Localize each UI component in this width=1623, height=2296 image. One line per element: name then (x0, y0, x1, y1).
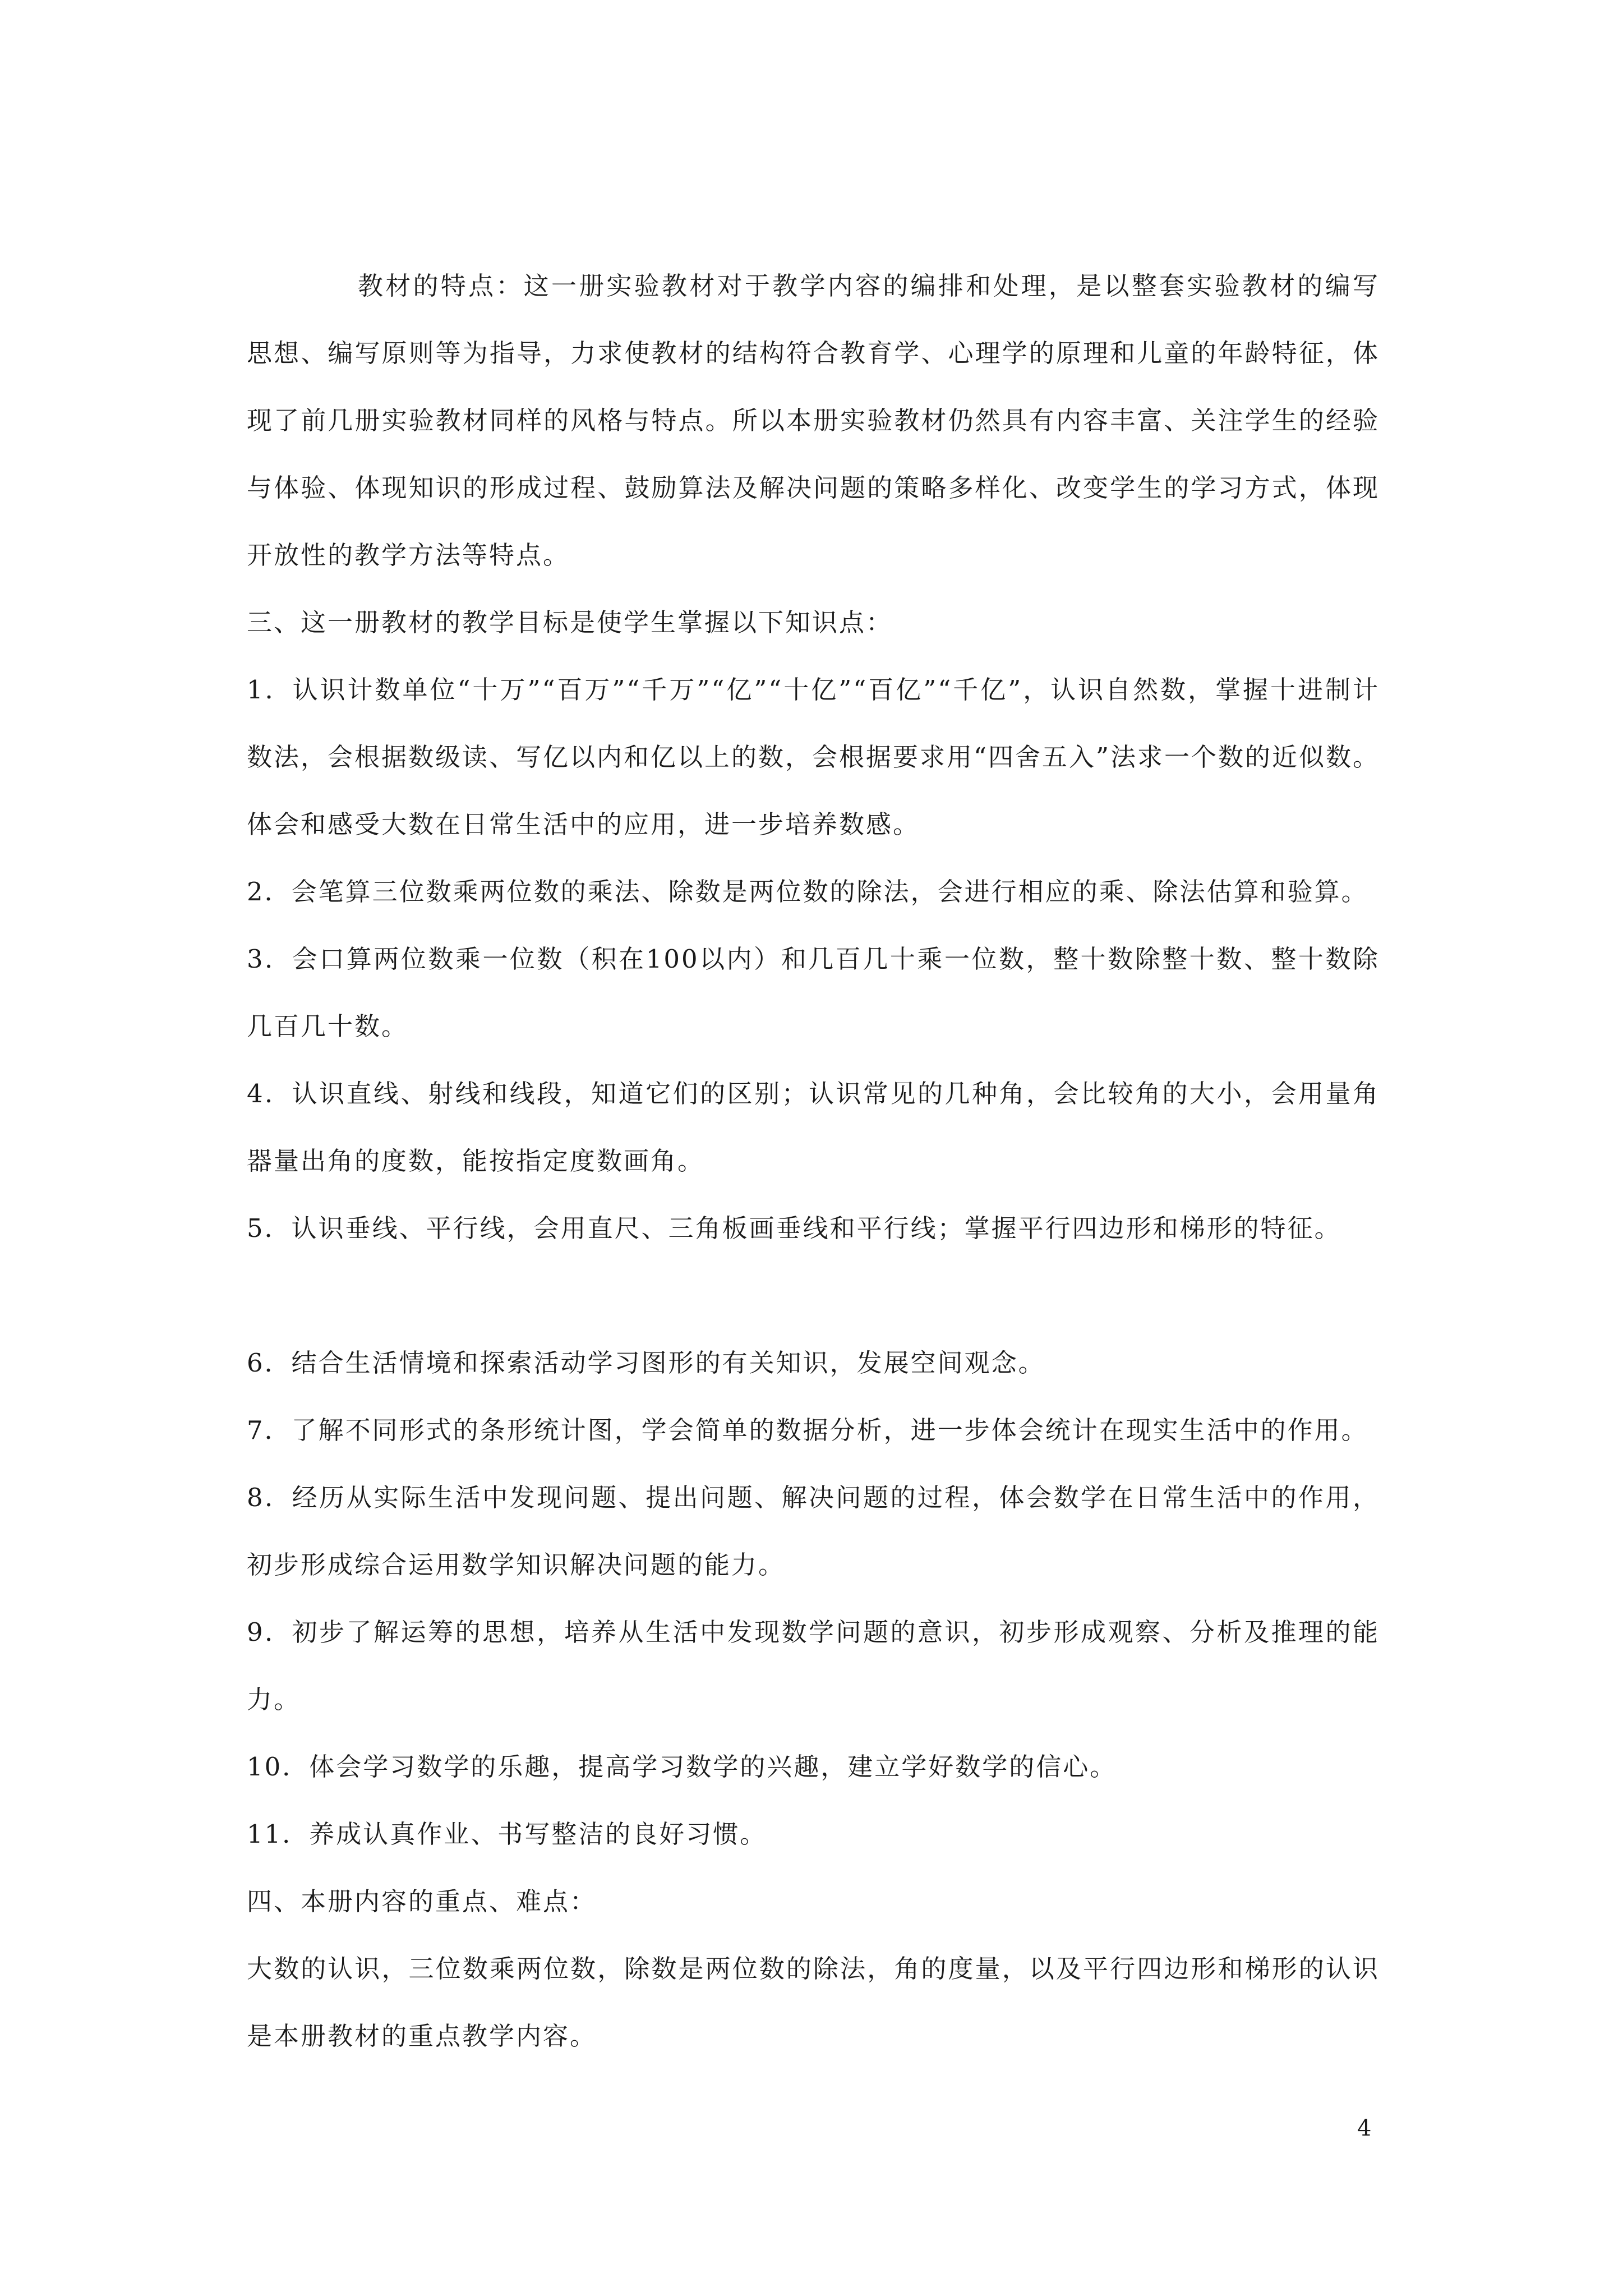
list-item-goal-1: 1．认识计数单位“十万”“百万”“千万”“亿”“十亿”“百亿”“千亿”，认识自然数，掌握十进制计数法，会根据数级读、写亿以内和亿以上的数，会根据要求用“四舍五入”法求一个数的近似数。体会和感受大数在日常生活中的应用，进一步培养数感。 (247, 675, 1380, 839)
list-item-goal-9: 9．初步了解运筹的思想，培养从生活中发现数学问题的意识，初步形成观察、分析及推理的能力。 (247, 1617, 1380, 1714)
list-item-goal-6: 6．结合生活情境和探索活动学习图形的有关知识，发展空间观念。 (247, 1348, 1045, 1378)
list-item-goal-4: 4．认识直线、射线和线段，知道它们的区别；认识常见的几种角，会比较角的大小，会用量角器量出角的度数，能按指定度数画角。 (247, 1079, 1380, 1176)
page-number: 4 (1357, 2115, 1372, 2141)
list-item-goal-5: 5．认识垂线、平行线，会用直尺、三角板画垂线和平行线；掌握平行四边形和梯形的特征。 (247, 1213, 1341, 1243)
heading-teaching-goals: 三、这一册教材的教学目标是使学生掌握以下知识点： (247, 608, 893, 637)
paragraph-key-points: 大数的认识，三位数乘两位数，除数是两位数的除法，角的度量，以及平行四边形和梯形的认识是本册教材的重点教学内容。 (247, 1954, 1380, 2051)
list-item-goal-7: 7．了解不同形式的条形统计图，学会简单的数据分析，进一步体会统计在现实生活中的作用。 (247, 1415, 1368, 1445)
document-body (247, 252, 1380, 2070)
heading-key-points: 四、本册内容的重点、难点： (247, 1887, 597, 1916)
blank-line (247, 1262, 1380, 1329)
list-item-goal-2: 2．会笔算三位数乘两位数的乘法、除数是两位数的除法，会进行相应的乘、除法估算和验算。 (247, 877, 1368, 907)
paragraph-textbook-features: 教材的特点：这一册实验教材对于教学内容的编排和处理，是以整套实验教材的编写思想、编写原则等为指导，力求使教材的结构符合教育学、心理学的原理和儿童的年龄特征，体现了前几册实验教材同样的风格与特点。所以本册实验教材仍然具有内容丰富、关注学生的经验与体验、体现知识的形成过程、鼓励算法及解决问题的策略多样化、改变学生的学习方式，体现开放性的教学方法等特点。 (247, 271, 1380, 570)
list-item-goal-3: 3．会口算两位数乘一位数（积在100以内）和几百几十乘一位数，整十数除整十数、整十数除几百几十数。 (247, 944, 1380, 1041)
list-item-goal-8: 8．经历从实际生活中发现问题、提出问题、解决问题的过程，体会数学在日常生活中的作用，初步形成综合运用数学知识解决问题的能力。 (247, 1483, 1380, 1580)
list-item-goal-10: 10．体会学习数学的乐趣，提高学习数学的兴趣，建立学好数学的信心。 (247, 1752, 1117, 1782)
list-item-goal-11: 11．养成认真作业、书写整洁的良好习惯。 (247, 1819, 767, 1849)
